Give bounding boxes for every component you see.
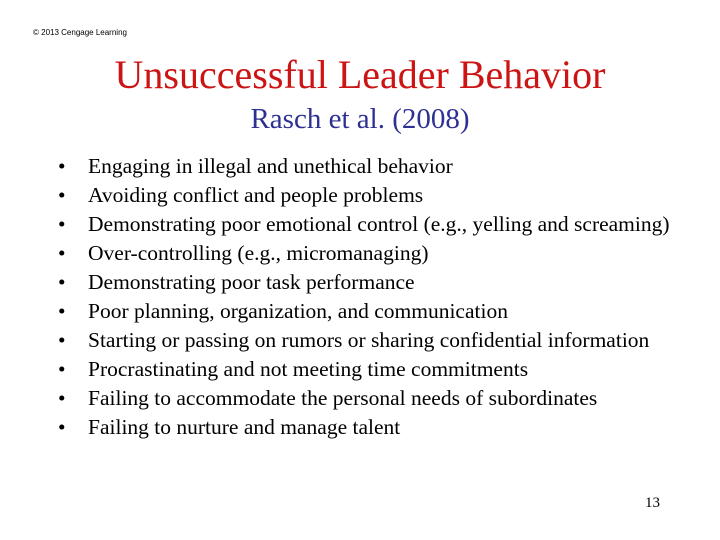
bullet-text: Procrastinating and not meeting time commitments	[88, 357, 529, 381]
page-number: 13	[645, 495, 660, 511]
bullet-dot-icon: •	[58, 299, 66, 323]
bullet-dot-icon: •	[58, 415, 66, 439]
bullet-dot-icon: •	[58, 357, 66, 381]
bullet-item	[58, 330, 698, 350]
bullet-text: Failing to accommodate the personal needs of subordinates	[88, 386, 598, 410]
bullet-item	[58, 301, 698, 321]
bullet-list	[58, 156, 698, 446]
bullet-dot-icon: •	[58, 328, 66, 352]
bullet-item	[58, 272, 698, 292]
bullet-text: Engaging in illegal and unethical behavior	[88, 154, 453, 178]
bullet-text: Demonstrating poor emotional control (e.g., yelling and screaming)	[88, 212, 670, 236]
bullet-item	[58, 359, 698, 379]
bullet-text: Poor planning, organization, and communication	[88, 299, 508, 323]
copyright-notice: © 2013 Cengage Learning	[33, 28, 127, 37]
bullet-item	[58, 156, 698, 176]
bullet-dot-icon: •	[58, 212, 66, 236]
bullet-item	[58, 185, 698, 205]
bullet-dot-icon: •	[58, 183, 66, 207]
bullet-text: Failing to nurture and manage talent	[88, 415, 401, 439]
slide-subtitle: Rasch et al. (2008)	[250, 103, 470, 135]
bullet-item	[58, 243, 698, 263]
bullet-text: Demonstrating poor task performance	[88, 270, 415, 294]
bullet-text: Over-controlling (e.g., micromanaging)	[88, 241, 429, 265]
bullet-text: Avoiding conflict and people problems	[88, 183, 424, 207]
slide-title: Unsuccessful Leader Behavior	[114, 52, 606, 97]
bullet-text: Starting or passing on rumors or sharing confidential information	[88, 328, 650, 352]
bullet-dot-icon: •	[58, 270, 66, 294]
bullet-item	[58, 214, 698, 234]
bullet-item	[58, 388, 698, 408]
bullet-dot-icon: •	[58, 241, 66, 265]
bullet-item	[58, 417, 698, 437]
bullet-dot-icon: •	[58, 154, 66, 178]
bullet-dot-icon: •	[58, 386, 66, 410]
